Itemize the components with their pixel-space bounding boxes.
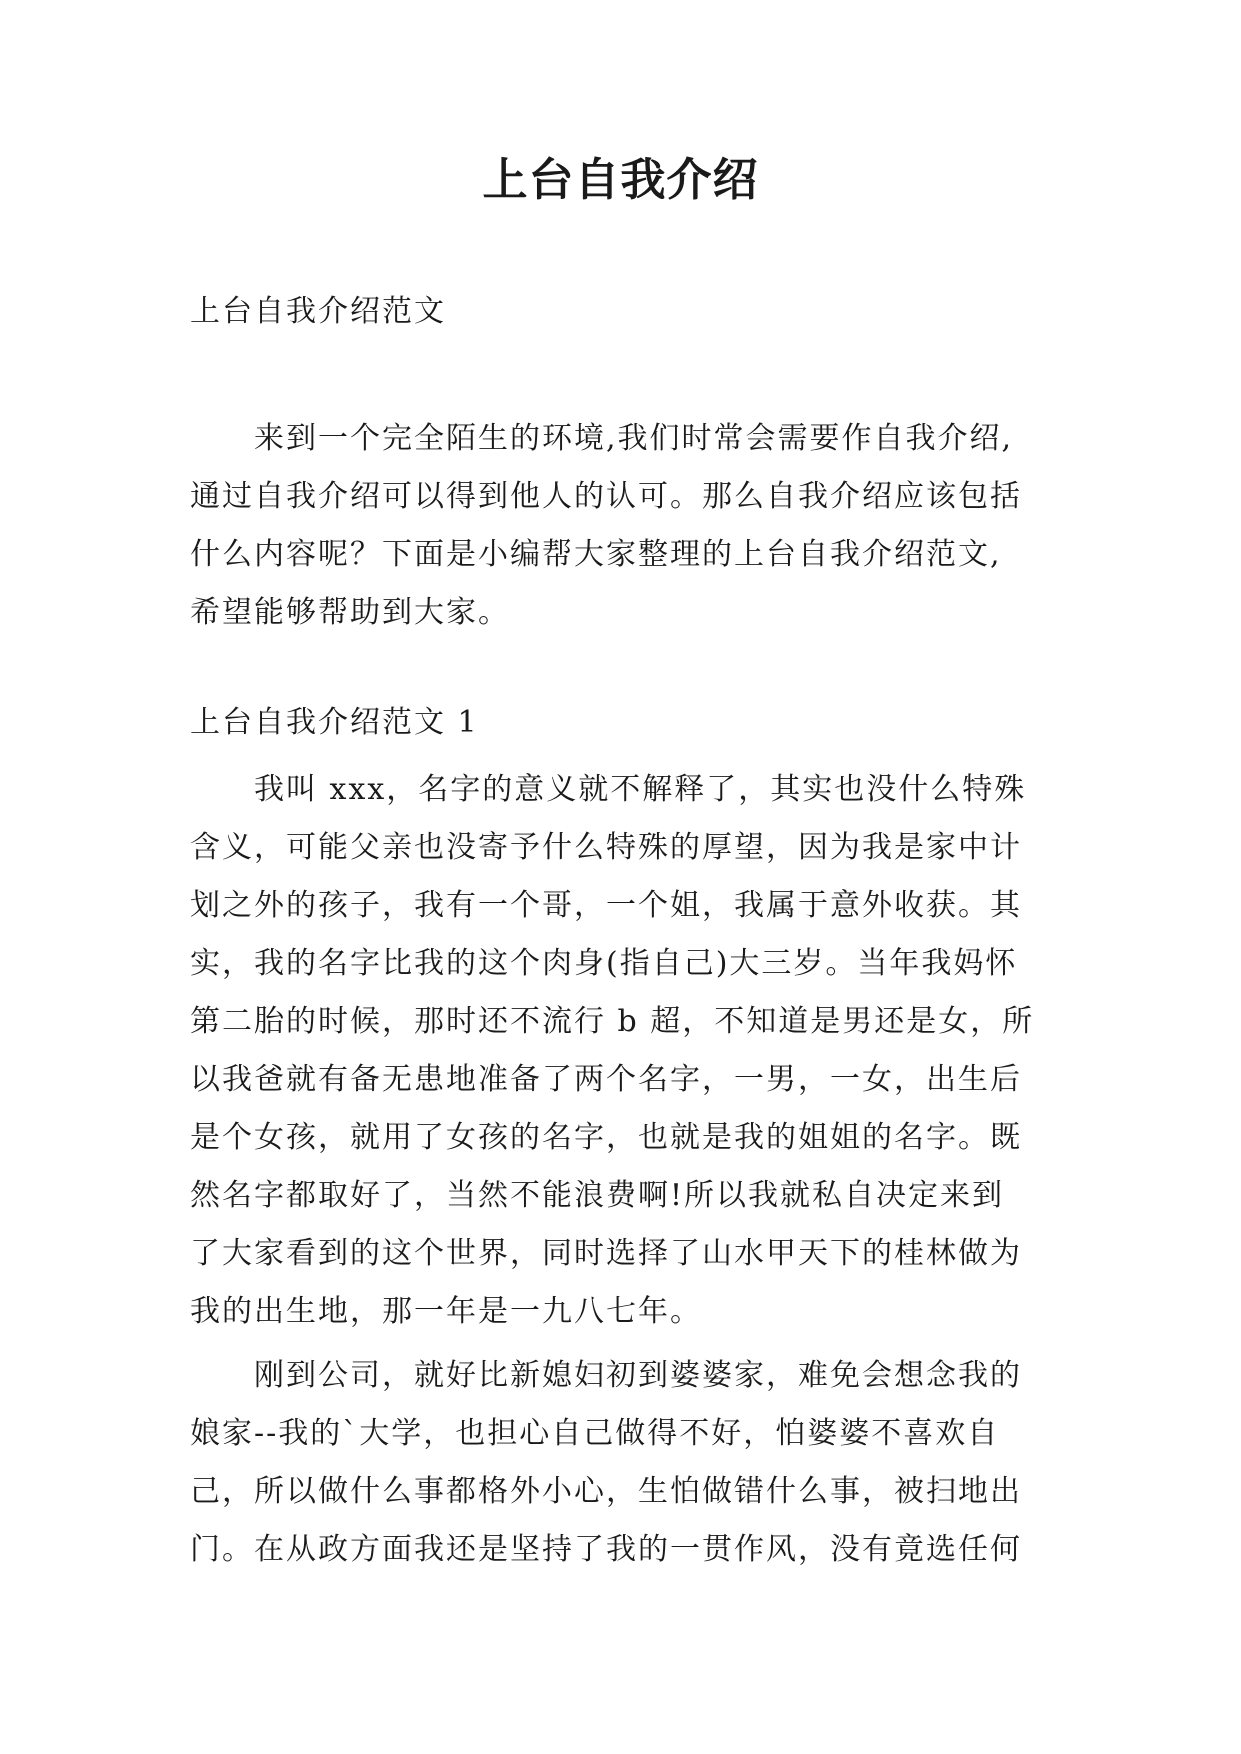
paragraph-line: 门。在从政方面我还是坚持了我的一贯作风，没有竟选任何 <box>190 1532 1022 1567</box>
paragraph-line: 划之外的孩子，我有一个哥，一个姐，我属于意外收获。其 <box>190 888 1022 923</box>
paragraph-line: 刚到公司，就好比新媳妇初到婆婆家，难免会想念我的 <box>254 1358 1022 1393</box>
document-subtitle: 上台自我介绍范文 <box>190 294 446 329</box>
paragraph-line: 第二胎的时候，那时还不流行 b 超，不知道是男还是女，所 <box>190 1004 1035 1039</box>
paragraph-line: 是个女孩，就用了女孩的名字，也就是我的姐姐的名字。既 <box>190 1120 1022 1155</box>
intro-paragraph <box>190 410 1050 642</box>
paragraph-line: 然名字都取好了，当然不能浪费啊!所以我就私自决定来到 <box>190 1178 1005 1213</box>
paragraph-line: 己，所以做什么事都格外小心，生怕做错什么事，被扫地出 <box>190 1474 1022 1509</box>
paragraph-line: 实，我的名字比我的这个肉身(指自己)大三岁。当年我妈怀 <box>190 946 1018 981</box>
paragraph-line: 娘家--我的`大学，也担心自己做得不好，怕婆婆不喜欢自 <box>190 1416 1000 1451</box>
paragraph-line: 了大家看到的这个世界，同时选择了山水甲天下的桂林做为 <box>190 1236 1022 1271</box>
paragraph-line: 我的出生地，那一年是一九八七年。 <box>190 1294 702 1329</box>
intro-line: 通过自我介绍可以得到他人的认可。那么自我介绍应该包括 <box>190 479 1022 514</box>
intro-line: 希望能够帮助到大家。 <box>190 595 510 630</box>
section-1 <box>190 703 1050 1585</box>
document-title: 上台自我介绍 <box>482 153 759 206</box>
paragraph-line: 含义，可能父亲也没寄予什么特殊的厚望，因为我是家中计 <box>190 830 1022 865</box>
paragraph-line: 我叫 xxx，名字的意义就不解释了，其实也没什么特殊 <box>254 772 1027 807</box>
intro-line: 来到一个完全陌生的环境,我们时常会需要作自我介绍, <box>254 421 1014 456</box>
section-1-paragraph-1 <box>190 761 1050 1341</box>
section-heading: 上台自我介绍范文 1 <box>190 705 479 740</box>
paragraph-line: 以我爸就有备无患地准备了两个名字，一男，一女，出生后 <box>190 1062 1022 1097</box>
section-1-paragraph-2 <box>190 1347 1050 1579</box>
intro-line: 什么内容呢？下面是小编帮大家整理的上台自我介绍范文, <box>190 537 1002 572</box>
